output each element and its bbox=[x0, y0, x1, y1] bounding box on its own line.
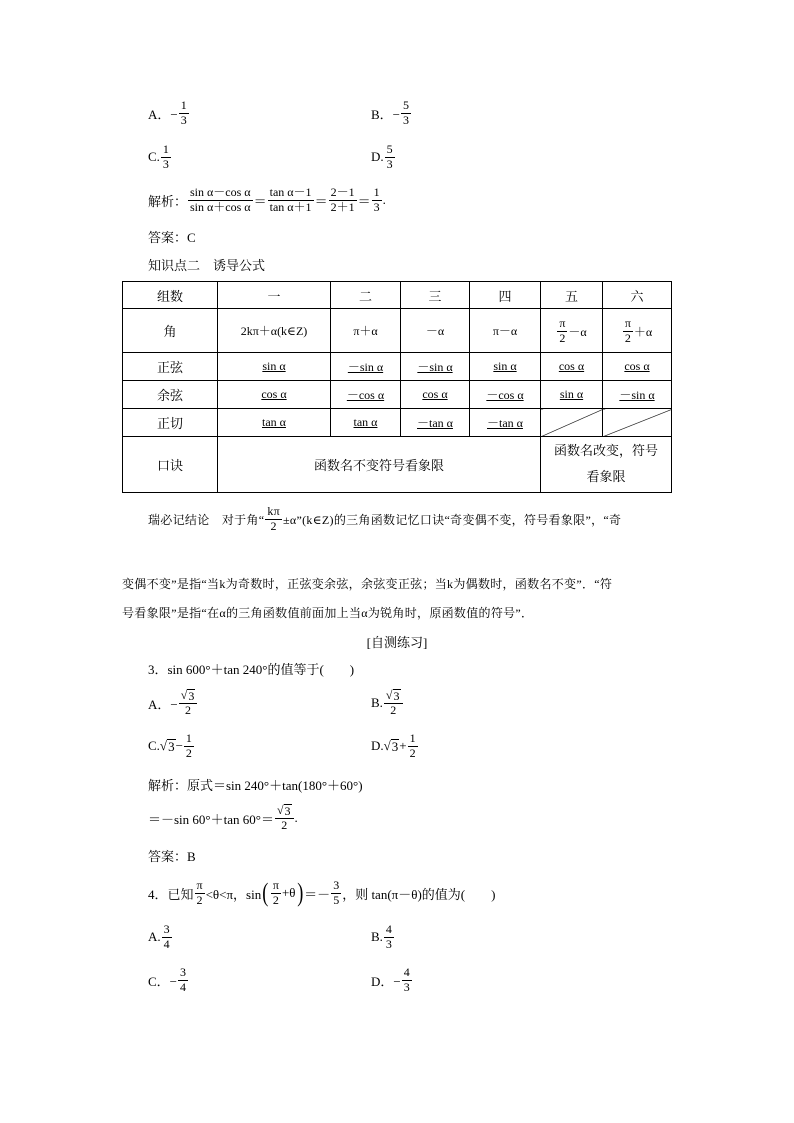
option-label: B. bbox=[371, 929, 383, 944]
table-cell bbox=[331, 409, 401, 437]
table-cell bbox=[603, 353, 672, 381]
numerator: 3 bbox=[180, 964, 187, 979]
radical-sign: √ bbox=[385, 687, 393, 702]
equals-sign: ＝ bbox=[357, 193, 371, 209]
radicand: 3 bbox=[393, 688, 400, 703]
numerator: 5 bbox=[386, 141, 393, 156]
denominator: 2 bbox=[185, 702, 192, 717]
row-label: 口诀 bbox=[123, 437, 218, 493]
cell-value: －sin α bbox=[619, 388, 655, 402]
numerator bbox=[179, 689, 198, 704]
option-label: B．− bbox=[371, 106, 401, 122]
fraction bbox=[195, 879, 205, 908]
denominator: 3 bbox=[180, 112, 187, 127]
numerator: 3 bbox=[163, 921, 170, 936]
fraction bbox=[179, 689, 198, 718]
note-text: ±α”(k∈Z)的三角函数记忆口诀“奇变偶不变，符号看象限”，“奇 bbox=[283, 512, 622, 527]
cell-value: cos α bbox=[422, 387, 448, 401]
fraction bbox=[408, 732, 418, 761]
q4-option-b bbox=[371, 917, 395, 957]
fraction bbox=[184, 732, 194, 761]
numerator: 1 bbox=[162, 141, 169, 156]
table-cell bbox=[401, 409, 470, 437]
table-cell bbox=[470, 381, 541, 409]
option-label: A. bbox=[148, 929, 161, 944]
fraction bbox=[188, 186, 253, 215]
option-label: A．− bbox=[148, 106, 178, 122]
empty-diagonal-cell bbox=[603, 409, 672, 437]
radical-sign: √ bbox=[383, 738, 391, 753]
cell-value: cos α bbox=[261, 387, 287, 401]
table-cell bbox=[401, 381, 470, 409]
fraction bbox=[329, 186, 357, 215]
table-cell bbox=[331, 353, 401, 381]
prev-option-a bbox=[148, 93, 190, 133]
radicand: 3 bbox=[391, 739, 399, 755]
numerator bbox=[275, 804, 294, 819]
denominator: 3 bbox=[373, 199, 380, 214]
q3-option-a bbox=[148, 683, 198, 723]
fraction bbox=[384, 689, 403, 718]
prev-option-c bbox=[148, 137, 172, 177]
square-root bbox=[160, 738, 176, 754]
fraction bbox=[331, 879, 341, 908]
row-label: 角 bbox=[123, 309, 218, 353]
row-label: 正切 bbox=[123, 409, 218, 437]
q3-option-d bbox=[371, 726, 419, 766]
note-line-1 bbox=[148, 499, 621, 539]
fraction bbox=[265, 505, 282, 534]
q3-analysis-line-2 bbox=[148, 798, 298, 838]
table-row-cosine bbox=[123, 381, 672, 409]
fraction bbox=[178, 966, 188, 995]
q3-option-c bbox=[148, 726, 195, 766]
numerator: 3 bbox=[333, 877, 340, 892]
fraction bbox=[268, 186, 314, 215]
numerator: tan α－1 bbox=[269, 184, 312, 199]
table-header-row bbox=[123, 282, 672, 309]
numerator: 2－1 bbox=[330, 184, 355, 199]
stem-text: +θ bbox=[281, 885, 296, 900]
table-header-cell: 四 bbox=[470, 282, 541, 309]
denominator: sin α＋cos α bbox=[190, 199, 251, 214]
table-row-mnemonic bbox=[123, 437, 672, 493]
stem-text: <θ<π，sin bbox=[205, 886, 262, 902]
stem-text: ，则 tan(π－θ)的值为( ) bbox=[342, 886, 496, 902]
q4-option-a bbox=[148, 917, 173, 957]
denominator: 4 bbox=[180, 979, 187, 994]
fraction bbox=[372, 186, 382, 215]
table-cell bbox=[218, 409, 331, 437]
section-title: 知识点二 诱导公式 bbox=[148, 257, 266, 273]
prev-analysis bbox=[148, 180, 386, 220]
numerator: π bbox=[624, 315, 631, 330]
fraction bbox=[402, 966, 412, 995]
numerator: π bbox=[272, 877, 279, 892]
table-cell bbox=[541, 309, 603, 353]
cell-value: －sin α bbox=[347, 360, 384, 374]
table-cell bbox=[218, 381, 331, 409]
numerator: π bbox=[196, 877, 203, 892]
fraction bbox=[385, 143, 395, 172]
denominator: 2 bbox=[559, 330, 566, 345]
note-line-3: 号看象限”是指“在α的三角函数值前面加上当α为锐角时，原函数值的符号”． bbox=[122, 605, 534, 620]
mnemonic-unchanged: 函数名不变符号看象限 bbox=[218, 437, 541, 493]
table-cell bbox=[401, 353, 470, 381]
stem-text: ＝－ bbox=[304, 886, 331, 902]
radical-sign: √ bbox=[276, 802, 284, 817]
numerator: 1 bbox=[185, 730, 192, 745]
left-paren: ( bbox=[262, 878, 269, 907]
numerator: 4 bbox=[403, 964, 410, 979]
table-cell bbox=[331, 381, 401, 409]
table-cell bbox=[541, 381, 603, 409]
fraction bbox=[401, 99, 411, 128]
q3-answer: 答案：B bbox=[148, 848, 196, 864]
denominator: 2 bbox=[409, 745, 416, 760]
cell-value: tan α bbox=[262, 415, 286, 429]
q3-stem: 3．sin 600°＋tan 240°的值等于( ) bbox=[148, 661, 355, 677]
operator: + bbox=[399, 738, 407, 753]
period: . bbox=[294, 810, 298, 825]
fraction bbox=[161, 143, 171, 172]
denominator: 4 bbox=[163, 936, 170, 951]
operator: − bbox=[175, 738, 183, 753]
denominator: 2 bbox=[185, 745, 192, 760]
cell-value: －cos α bbox=[486, 388, 524, 402]
table-cell bbox=[603, 309, 672, 353]
note-heading: 瑞必记结论 bbox=[148, 512, 210, 527]
denominator: 2 bbox=[281, 817, 288, 832]
option-label: C. bbox=[148, 738, 160, 753]
radicand: 3 bbox=[188, 688, 195, 703]
induction-formula-table bbox=[122, 281, 672, 493]
numerator bbox=[384, 689, 403, 704]
mnemonic-changed: 函数名改变，符号看象限 bbox=[541, 437, 672, 493]
numerator: kπ bbox=[267, 503, 281, 518]
table-cell bbox=[541, 353, 603, 381]
prev-option-d bbox=[371, 137, 396, 177]
note-text: 对于角“ bbox=[209, 512, 265, 527]
cell-value: sin α bbox=[559, 387, 584, 401]
option-label: D. bbox=[371, 149, 384, 164]
numerator: 1 bbox=[373, 184, 380, 199]
table-cell bbox=[470, 353, 541, 381]
q3-analysis-line-1: 解析：原式＝sin 240°＋tan(180°＋60°) bbox=[148, 777, 363, 793]
stem-text: 4．已知 bbox=[148, 886, 194, 902]
fraction bbox=[623, 317, 633, 346]
row-label: 正弦 bbox=[123, 353, 218, 381]
cell-value: tan α bbox=[353, 415, 378, 429]
radical-sign: √ bbox=[180, 687, 188, 702]
numerator: 5 bbox=[403, 97, 410, 112]
radicand: 3 bbox=[168, 739, 175, 755]
prev-answer: 答案：C bbox=[148, 229, 196, 245]
denominator: 3 bbox=[403, 979, 410, 994]
table-row-tangent bbox=[123, 409, 672, 437]
cell-value: sin α bbox=[493, 359, 517, 373]
fraction bbox=[557, 317, 567, 346]
option-label: C. bbox=[148, 149, 160, 164]
denominator: 2 bbox=[624, 330, 631, 345]
radical-sign: √ bbox=[159, 738, 168, 753]
option-label: A．− bbox=[148, 696, 178, 712]
denominator: 3 bbox=[403, 112, 410, 127]
denominator: tan α＋1 bbox=[269, 199, 312, 214]
option-label: D．− bbox=[371, 973, 401, 989]
numerator: 4 bbox=[385, 921, 392, 936]
denominator: 3 bbox=[386, 156, 393, 171]
equals-sign: ＝ bbox=[314, 193, 328, 209]
equals-sign: ＝ bbox=[253, 193, 267, 209]
empty-diagonal-cell bbox=[541, 409, 603, 437]
analysis-label: 解析： bbox=[148, 193, 188, 209]
table-header-cell: 一 bbox=[218, 282, 331, 309]
numerator: π bbox=[559, 315, 566, 330]
cell-value: －sin α bbox=[417, 360, 453, 374]
angle-suffix: －α bbox=[568, 324, 587, 339]
q4-stem bbox=[148, 873, 495, 913]
table-row-angle bbox=[123, 309, 672, 353]
q4-option-d bbox=[371, 960, 413, 1000]
angle-suffix: ＋α bbox=[633, 324, 653, 339]
cell-value: －tan α bbox=[487, 416, 523, 430]
angle-expression bbox=[622, 317, 652, 346]
option-label: C．− bbox=[148, 973, 178, 989]
row-label: 余弦 bbox=[123, 381, 218, 409]
fraction bbox=[384, 923, 394, 952]
cell-value: －tan α bbox=[417, 416, 453, 430]
fraction bbox=[275, 804, 294, 833]
table-header-cell: 三 bbox=[401, 282, 470, 309]
option-label: D. bbox=[371, 738, 384, 753]
cell-value: cos α bbox=[558, 359, 585, 373]
fraction bbox=[179, 99, 189, 128]
cell-value: sin α bbox=[262, 359, 286, 373]
numerator: sin α－cos α bbox=[190, 184, 251, 199]
numerator: 1 bbox=[409, 730, 416, 745]
table-cell: 2kπ＋α(k∈Z) bbox=[218, 309, 331, 353]
denominator: 2 bbox=[390, 702, 397, 717]
denominator: 2 bbox=[196, 892, 203, 907]
cell-value: －cos α bbox=[346, 388, 385, 402]
self-test-title: [自测练习] bbox=[366, 634, 428, 650]
table-cell: π＋α bbox=[331, 309, 401, 353]
denominator: 3 bbox=[162, 156, 169, 171]
cell-value: cos α bbox=[624, 359, 650, 373]
denominator: 3 bbox=[385, 936, 392, 951]
denominator: 5 bbox=[333, 892, 340, 907]
table-row-sine bbox=[123, 353, 672, 381]
fraction bbox=[162, 923, 172, 952]
table-header-cell: 二 bbox=[331, 282, 401, 309]
denominator: 2＋1 bbox=[330, 199, 355, 214]
square-root bbox=[384, 738, 400, 754]
table-header-cell: 组数 bbox=[123, 282, 218, 309]
denominator: 2 bbox=[272, 892, 279, 907]
table-cell bbox=[218, 353, 331, 381]
radicand: 3 bbox=[284, 803, 291, 818]
fraction bbox=[271, 879, 281, 908]
table-header-cell: 五 bbox=[541, 282, 603, 309]
period: . bbox=[382, 192, 386, 207]
q4-option-c bbox=[148, 960, 189, 1000]
q3-option-b bbox=[371, 683, 404, 723]
table-cell bbox=[603, 381, 672, 409]
table-header-cell: 六 bbox=[603, 282, 672, 309]
table-cell: －α bbox=[401, 309, 470, 353]
denominator: 2 bbox=[270, 518, 277, 533]
option-label: B. bbox=[371, 695, 383, 710]
analysis-text: ＝－sin 60°＋tan 60°＝ bbox=[148, 811, 274, 827]
note-line-2: 变偶不变”是指“当k为奇数时，正弦变余弦，余弦变正弦；当k为偶数时，函数名不变”．“符 bbox=[122, 576, 613, 591]
right-paren: ) bbox=[296, 878, 303, 907]
prev-option-b bbox=[371, 93, 412, 133]
angle-expression bbox=[556, 317, 586, 346]
table-cell: π－α bbox=[470, 309, 541, 353]
table-cell bbox=[470, 409, 541, 437]
numerator: 1 bbox=[180, 97, 187, 112]
